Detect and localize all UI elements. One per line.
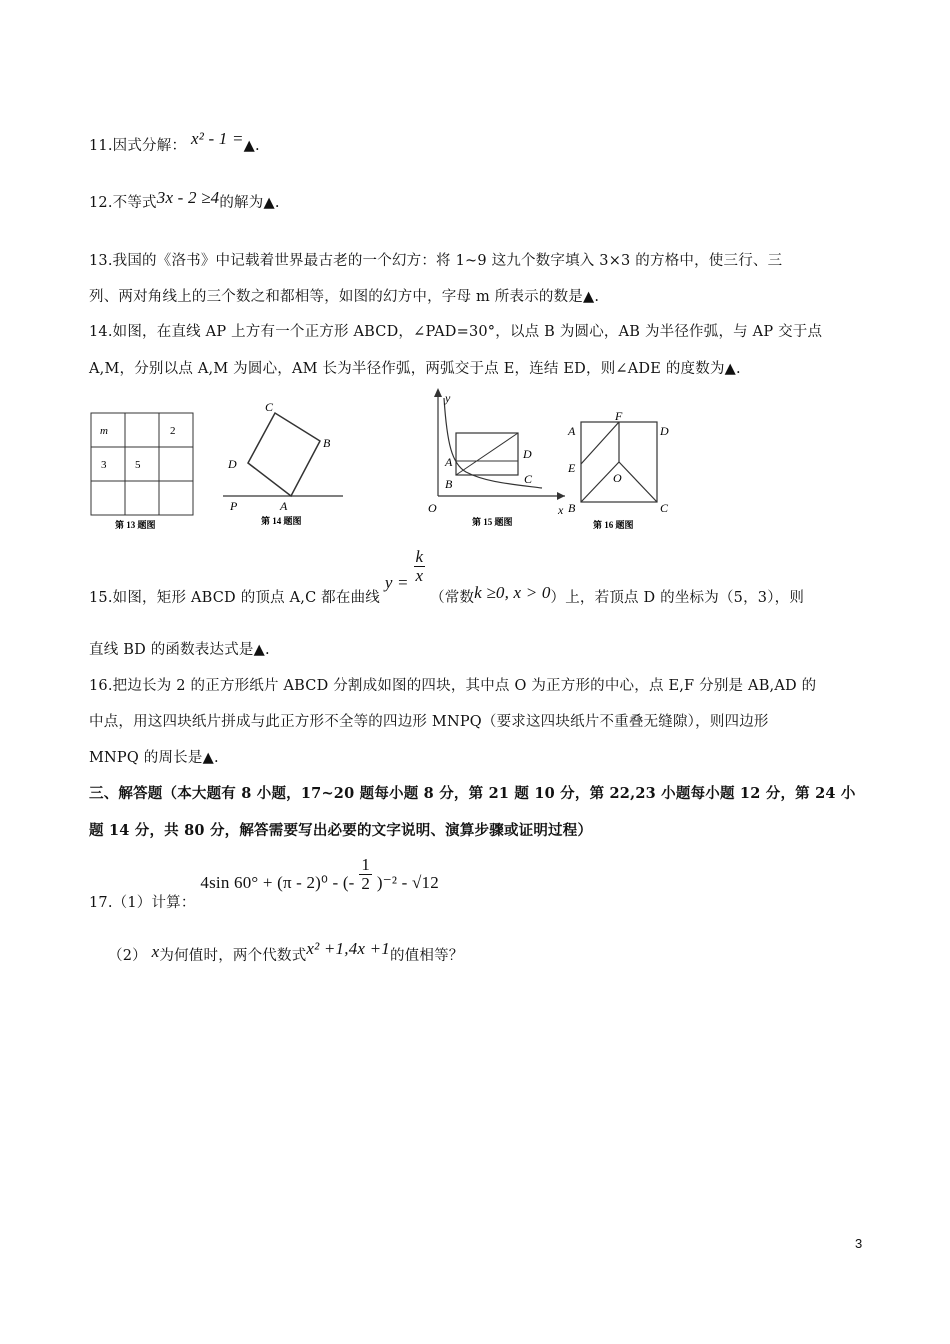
answer-blank-triangle: ▲: [202, 750, 214, 766]
q17-part2-text-end: 的值相等？: [389, 948, 464, 964]
question-17-part-2: [108, 939, 464, 965]
fig14-label-d: D: [228, 457, 237, 471]
fig15-label-d: D: [523, 447, 532, 461]
q11-label: 11.因式分解：: [89, 138, 187, 154]
fig13-cell-5: 5: [135, 459, 141, 471]
q11-expression: x² - 1 =: [190, 129, 244, 148]
fig15-label-a: A: [445, 455, 453, 469]
question-12: [89, 188, 280, 212]
section-3-heading-line-2: 题 14 分，共 80 分，解答需要写出必要的文字说明、演算步骤或证明过程）: [89, 822, 593, 839]
q17-expression-a: 4sin 60° + (π - 2)⁰ - (-: [200, 873, 355, 893]
question-16-line-1: 16.把边长为 2 的正方形纸片 ABCD 分割成如图的四块，其中点 O 为正方形的中心，点 E,F 分别是 AB,AD 的: [89, 678, 817, 694]
fig16-label-d: D: [660, 424, 669, 438]
fig15-label-o: O: [428, 501, 437, 515]
question-11: [89, 129, 260, 155]
q15-text-suffix: ）上，若顶点 D 的坐标为（5，3），则: [550, 590, 805, 607]
q16-text: MNPQ 的周长是: [89, 750, 203, 766]
fig16-label-e: E: [568, 461, 576, 475]
fig16-label-a: A: [568, 424, 576, 438]
q15-paren-open: （常数: [430, 590, 475, 607]
question-15-line-2: [89, 638, 270, 659]
fig14-label-c: C: [265, 400, 274, 414]
fig14-caption: 第 14 题图: [261, 516, 302, 526]
question-15-line-1: [89, 547, 805, 607]
fig13-cell-1: m: [100, 425, 108, 437]
fig14-label-a: A: [280, 499, 288, 513]
answer-blank-triangle: ▲: [582, 289, 595, 305]
fig16-label-o: O: [613, 471, 622, 485]
q12-label: 12.不等式: [89, 195, 157, 211]
q15-fraction: [414, 548, 426, 585]
fig15-caption: 第 15 题图: [472, 517, 513, 527]
answer-blank-triangle: ▲: [724, 361, 737, 377]
figure-15-hyperbola-rectangle: [420, 384, 570, 530]
q16-period: .: [213, 750, 219, 766]
q15-frac-numerator: k: [415, 547, 424, 566]
answer-blank-triangle: ▲: [243, 138, 255, 154]
q12-period: .: [274, 195, 280, 211]
q13-text: 列、两对角线上的三个数之和都相等，如图的幻方中，字母 m 所表示的数是: [89, 289, 583, 305]
fig14-label-b: B: [323, 436, 331, 450]
answer-blank-triangle: ▲: [263, 195, 275, 211]
fig16-caption: 第 16 题图: [593, 520, 634, 530]
q17-expression-b: )⁻² - √12: [376, 873, 439, 893]
q17-part2-text: 为何值时，两个代数式: [159, 948, 307, 964]
section-3-heading-line-1: 三、解答题（本大题有 8 小题，17~20 题每小题 8 分，第 21 题 10 分，第 22,23 小题每小题 12 分，第 24 小: [89, 785, 856, 802]
question-14-line-2: [89, 357, 741, 378]
q15-text-2: 直线 BD 的函数表达式是: [89, 642, 254, 658]
question-17-part-1: [89, 855, 439, 912]
question-16-line-3: [89, 746, 219, 767]
fig13-caption: 第 13 题图: [115, 520, 156, 530]
fig16-label-f: F: [615, 409, 623, 423]
fig13-cell-4: 3: [101, 459, 107, 471]
q12-text: 的解为: [219, 195, 264, 211]
q13-period: .: [594, 289, 600, 305]
q17-frac-denominator: 2: [361, 873, 371, 893]
fig15-label-c: C: [524, 472, 533, 486]
fig16-label-c: C: [660, 501, 669, 515]
figure-16-square-pieces: [565, 408, 675, 530]
question-14-line-1: 14.如图，在直线 AP 上方有一个正方形 ABCD，∠PAD=30°，以点 B 为圆心，AB 为半径作弧，与 AP 交于点: [89, 324, 823, 340]
q15-frac-denominator: x: [415, 565, 424, 585]
q15-condition: k ≥0, x > 0: [474, 583, 551, 603]
question-13-line-1: 13.我国的《洛书》中记载着世界最古老的一个幻方：将 1~9 这九个数字填入 3×3 的方格中，使三行、三: [89, 253, 783, 269]
fig14-label-p: P: [230, 499, 238, 513]
q14-period: .: [736, 361, 741, 377]
q15-eq-lhs: y =: [384, 573, 409, 593]
page-number: 3: [855, 1236, 863, 1251]
q17-part1-label: 17.（1）计算：: [89, 895, 196, 912]
q17-part2-expressions: x² +1,4x +1: [306, 939, 390, 958]
q15-period: .: [264, 642, 270, 658]
q12-inequality: 3x - 2 ≥4: [156, 188, 220, 207]
q17-part2-variable: x: [151, 942, 160, 961]
q15-text: 15.如图，矩形 ABCD 的顶点 A,C 都在曲线: [89, 590, 380, 607]
figure-14-square-on-line: [215, 392, 355, 530]
fig13-cell-3: 2: [170, 425, 176, 437]
q17-part2-label: （2）: [108, 948, 147, 964]
q17-frac-numerator: 1: [361, 855, 371, 874]
q14-text: A,M，分别以点 A,M 为圆心，AM 长为半径作弧，两弧交于点 E，连结 ED，则∠ADE 的度数为: [89, 361, 725, 377]
question-16-line-2: 中点，用这四块纸片拼成与此正方形不全等的四边形 MNPQ（要求这四块纸片不重叠无缝隙），则四边形: [89, 714, 769, 730]
q11-period: .: [254, 138, 260, 154]
fig15-label-x: x: [558, 503, 564, 517]
fig16-label-b: B: [568, 501, 576, 515]
fig15-label-b: B: [445, 477, 453, 491]
question-13-line-2: [89, 285, 599, 306]
answer-blank-triangle: ▲: [253, 642, 265, 658]
fig15-label-y: y: [445, 391, 451, 405]
q17-half-fraction: [359, 856, 372, 893]
figure-13-magic-square: [88, 408, 198, 530]
